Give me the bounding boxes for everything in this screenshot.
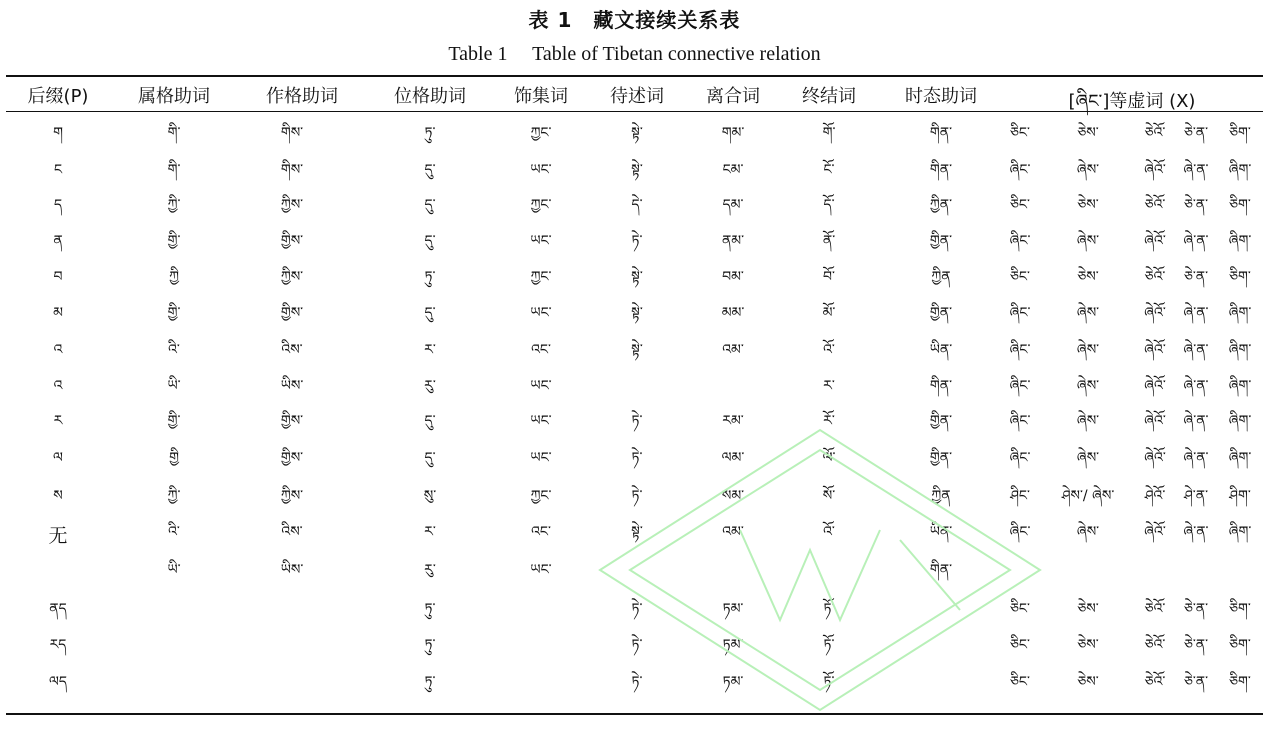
table-cell: ཞིག་ [1228,233,1252,249]
table-cell: གིས་ [280,125,304,141]
table-cell: ལམ་ [721,450,745,466]
table-cell: ར་ [823,378,835,394]
table-cell: གྱིན་ [929,305,953,321]
table-cell: གི་ [167,162,181,178]
table-cell: ཅིག་ [1229,637,1251,653]
table-cell: ཞིག་ [1228,524,1252,540]
table-cell: གིན་ [929,162,953,178]
table-cell: ཞེའོ་ [1144,378,1166,394]
table-cell: དེ་ [631,197,643,213]
table-cell: ཅིང་ [1010,674,1030,690]
table-cell: ཡང་ [530,233,552,249]
table-cell: ཞེའོ་ [1144,413,1166,429]
table-cell: དོ་ [823,197,835,213]
table-cell: ཏུ་ [424,674,436,690]
table-cell: དུ་ [424,413,436,429]
table-cell: ཞིང་ [1009,413,1031,429]
table-cell: ཅེའོ་ [1144,125,1166,141]
column-header-2: 作格助词 [266,86,338,107]
table-cell: ཅེའོ་ [1144,637,1166,653]
table-cell: ཅེ་ན་ [1183,674,1209,690]
table-cell: གི་ [167,125,181,141]
table-cell: ཞིག་ [1228,162,1252,178]
table-cell: ང [53,162,63,178]
table-cell: ཏུ་ [424,637,436,653]
table-cell: ཤིང་ [1010,488,1030,504]
table-cell: ལོ་ [822,450,836,466]
table-cell: ཞིང་ [1009,233,1031,249]
table-cell: གྱི [169,450,179,466]
table-cell: ཞེའོ་ [1144,233,1166,249]
table-cell: ཀྱིས་ [280,269,304,285]
table-cell: ཅེའོ་ [1144,197,1166,213]
table-cell: ཅིང་ [1010,637,1030,653]
table-cell: ངམ་ [722,162,744,178]
table-cell: ཞེས་ [1076,450,1100,466]
table-cell: ཞེས་ [1076,524,1100,540]
table-cell: ཅེས་ [1077,674,1099,690]
table-cell: ཏོ་ [823,637,835,653]
table-cell: ཞེ་ན་ [1183,233,1209,249]
table-cell: ཞིག་ [1228,450,1252,466]
table-cell: འམ་ [722,524,744,540]
table-cell: ཤེའོ་ [1144,488,1166,504]
table-cell: འོ་ [823,342,835,358]
table-cell: ཞེ་ན་ [1183,162,1209,178]
table-cell: ཞིག་ [1228,342,1252,358]
table-cell: ཏུ་ [424,125,436,141]
table-cell: ཅེ་ན་ [1183,269,1209,285]
table-cell: ཞིང་ [1009,342,1031,358]
table-cell: ལ [53,450,63,466]
table-cell: ར [53,413,63,429]
table-cell: ཏེ་ [631,413,643,429]
table-cell: ཅིང་ [1010,125,1030,141]
table-cell: ཡིན་ [929,342,953,358]
table-cell: གྱིས་ [280,413,304,429]
table-cell: ཅེས་ [1077,269,1099,285]
table-cell: ཏམ་ [722,637,744,653]
table-cell: གོ་ [822,125,836,141]
table-cell: སྟེ་ [631,269,643,285]
table-cell: མོ་ [822,305,836,321]
table-cell: སུ་ [423,488,437,504]
table-cell: ཡི་ [167,378,181,394]
table-cell: ཞིང་ [1009,378,1031,394]
column-header-9: [ཞིང་]等虚词 (X) [1068,91,1196,112]
table-cell: ཅེས་ [1077,125,1099,141]
table-cell: ཤིག་ [1229,488,1251,504]
table-cell: ཀྱང་ [530,488,552,504]
table-cell: ཡིས་ [280,378,304,394]
table-cell: གྱིན་ [929,233,953,249]
table-cell: བ [53,269,63,285]
table-cell: ཞེ་ན་ [1183,378,1209,394]
table-cell: ཀྱིན [931,269,951,285]
table-cell: ར་ [424,524,436,540]
table-cell: འིས་ [281,524,303,540]
table-cell: ཅེ་ན་ [1183,637,1209,653]
table-cell: ཞེའོ་ [1144,342,1166,358]
table-cell: གྱིས་ [280,450,304,466]
column-header-8: 时态助词 [905,86,977,107]
table-cell: གྱིན་ [929,450,953,466]
table-cell: ཀྱིན་ [929,197,953,213]
table-cell: 无 [48,525,68,547]
column-header-7: 终结词 [802,86,856,107]
table-cell: ཀྱི་ [167,197,181,213]
table-cell: སྟེ་ [631,524,643,540]
bottom-rule [6,713,1263,715]
table-cell: ཞེའོ་ [1144,524,1166,540]
table-cell: སྟེ་ [631,125,643,141]
table-cell: ཅིང་ [1010,197,1030,213]
table-cell: འོ་ [823,524,835,540]
table-cell: ཞེ་ན་ [1183,413,1209,429]
table-cell: འང་ [531,342,551,358]
table-cell: ཞིང་ [1009,162,1031,178]
table-cell: ཡང་ [530,450,552,466]
table-cell: འ [53,378,63,394]
table-cell: ཡི་ [167,562,181,578]
table-cell: ཡང་ [530,305,552,321]
top-rule [6,75,1263,77]
table-cell: ཞིང་ [1009,450,1031,466]
table-cell: ཅེས་ [1077,637,1099,653]
table-cell: ཅིག་ [1229,269,1251,285]
table-cell: ཏེ་ [631,450,643,466]
table-cell: གིན་ [929,378,953,394]
table-cell: གྱི་ [167,413,181,429]
table-cell: ཀྱང་ [530,197,552,213]
table-cell: ཀྱི [169,269,179,285]
table-cell: སོ་ [822,488,836,504]
table-cell: ཀྱི་ [167,488,181,504]
table-cell: དུ་ [424,162,436,178]
table-cell: ཅིང་ [1010,601,1030,617]
table-cell: ཅེའོ་ [1144,269,1166,285]
table-cell: སྟེ་ [631,342,643,358]
table-cell: ཅེའོ་ [1144,674,1166,690]
table-cell: རམ་ [722,413,744,429]
table-cell: མམ་ [721,305,745,321]
table-cell: ཞིང་ [1009,305,1031,321]
table-cell: ཡང་ [530,162,552,178]
column-header-5: 待述词 [610,86,664,107]
table-cell: ཏམ་ [722,674,744,690]
table-cell: དུ་ [424,197,436,213]
column-header-0: 后缀(P) [27,86,89,107]
table-cell: མ [53,305,63,321]
table-cell: གིས་ [280,162,304,178]
column-header-4: 饰集词 [514,86,568,107]
table-cell: སྟེ་ [631,305,643,321]
table-cell: འི་ [168,342,180,358]
table-cell: ཤེ་ན་ [1183,488,1209,504]
table-cell: ཏེ་ [631,601,643,617]
table-cell: འི་ [168,524,180,540]
table-cell: ཅེ་ན་ [1183,125,1209,141]
table-cell: ཞེའོ་ [1144,305,1166,321]
table-cell: གྱི་ [167,305,181,321]
table-cell: ཏམ་ [722,601,744,617]
table-cell: དམ་ [722,197,744,213]
table-cell: འང་ [531,524,551,540]
table-cell: དུ་ [424,305,436,321]
table-cell: ད [53,197,63,213]
table-cell: རད [49,637,67,653]
table-cell: ཅེས་ [1077,601,1099,617]
table-cell: ཅིག་ [1229,674,1251,690]
table-cell: བོ་ [823,269,835,285]
table-cell: ཅིག་ [1229,197,1251,213]
table-cell: ཞིག་ [1228,413,1252,429]
table-cell: བམ་ [722,269,744,285]
table-cell: རུ་ [424,562,436,578]
table-cell: ཅེས་ [1077,197,1099,213]
table-cell: ཤེས་/ ཞེས་ [1061,488,1115,504]
table-cell: གྱིས་ [280,305,304,321]
table-cell: ཅིང་ [1010,269,1030,285]
table-cell: ཅེ་ན་ [1183,601,1209,617]
table-cell: གིན་ [929,562,953,578]
table-cell: ཏེ་ [631,233,643,249]
table-caption-zh: 表 1 藏文接续关系表 [528,8,741,32]
table-cell: ཞེས་ [1076,378,1100,394]
column-header-6: 离合词 [706,86,760,107]
table-cell: འམ་ [722,342,744,358]
table-cell: དུ་ [424,450,436,466]
table-cell: ཞེས་ [1076,233,1100,249]
table-cell: ཞེས་ [1076,305,1100,321]
table-cell: ཞིག་ [1228,378,1252,394]
table-cell: ན [53,233,63,249]
table-cell: ཞེ་ན་ [1183,450,1209,466]
table-cell: ཀྱང་ [530,125,552,141]
table-cell: ཡང་ [530,562,552,578]
table-cell: ས [53,488,63,504]
table-cell: ཅིག་ [1229,125,1251,141]
table-cell: ཞེས་ [1076,162,1100,178]
table-cell: ཞེས་ [1076,413,1100,429]
table-cell: ཞིང་ [1009,524,1031,540]
table-cell: རུ་ [424,378,436,394]
table-cell: ཞེ་ན་ [1183,342,1209,358]
table-cell: ནོ་ [822,233,836,249]
column-header-1: 属格助词 [138,86,210,107]
table-cell: ཞེའོ་ [1144,162,1166,178]
table-cell: ཞེས་ [1076,342,1100,358]
table-cell: ཅེའོ་ [1144,601,1166,617]
table-cell: ཀྱང་ [530,269,552,285]
table-cell: གྱིས་ [280,233,304,249]
table-cell: ཏུ་ [424,601,436,617]
table-cell: ཀྱིས་ [280,197,304,213]
table-cell: ཡིན་ [929,524,953,540]
table-cell: སམ་ [721,488,745,504]
table-cell: ཏེ་ [631,637,643,653]
table-cell: ཀྱིས་ [280,488,304,504]
table-cell: ཅིག་ [1229,601,1251,617]
table-cell: ཡིས་ [280,562,304,578]
table-cell: གམ་ [721,125,745,141]
table-cell: སྟེ་ [631,162,643,178]
table-cell: ཞེ་ན་ [1183,524,1209,540]
table-cell: འ [53,342,63,358]
table-cell: འིས་ [281,342,303,358]
table-cell: གིན་ [929,125,953,141]
table-cell: ཞེའོ་ [1144,450,1166,466]
table-cell: ར་ [424,342,436,358]
table-cell: ཏེ་ [631,488,643,504]
table-cell: ལད [49,674,67,690]
table-cell: རོ་ [823,413,835,429]
table-cell: ཡང་ [530,413,552,429]
table-cell: ཏོ་ [823,601,835,617]
table-cell: ཞེ་ན་ [1183,305,1209,321]
table-caption-en: Table 1 Table of Tibetan connective relation [448,43,821,65]
table-cell: གྱི་ [167,233,181,249]
column-header-3: 位格助词 [394,86,466,107]
table-cell: ཏོ་ [823,674,835,690]
table-cell: ག [53,125,63,141]
table-cell: ངོ་ [823,162,835,178]
table-cell: ཅེ་ན་ [1183,197,1209,213]
table-cell: ཏུ་ [424,269,436,285]
table-cell: ཡང་ [530,378,552,394]
table-cell: ཏེ་ [631,674,643,690]
table-cell: ཞིག་ [1228,305,1252,321]
table-cell: ནམ་ [721,233,745,249]
table-cell: ཀྱིན [931,488,951,504]
table-cell: གྱིན་ [929,413,953,429]
table-cell: ནད [49,601,67,617]
table-cell: དུ་ [424,233,436,249]
